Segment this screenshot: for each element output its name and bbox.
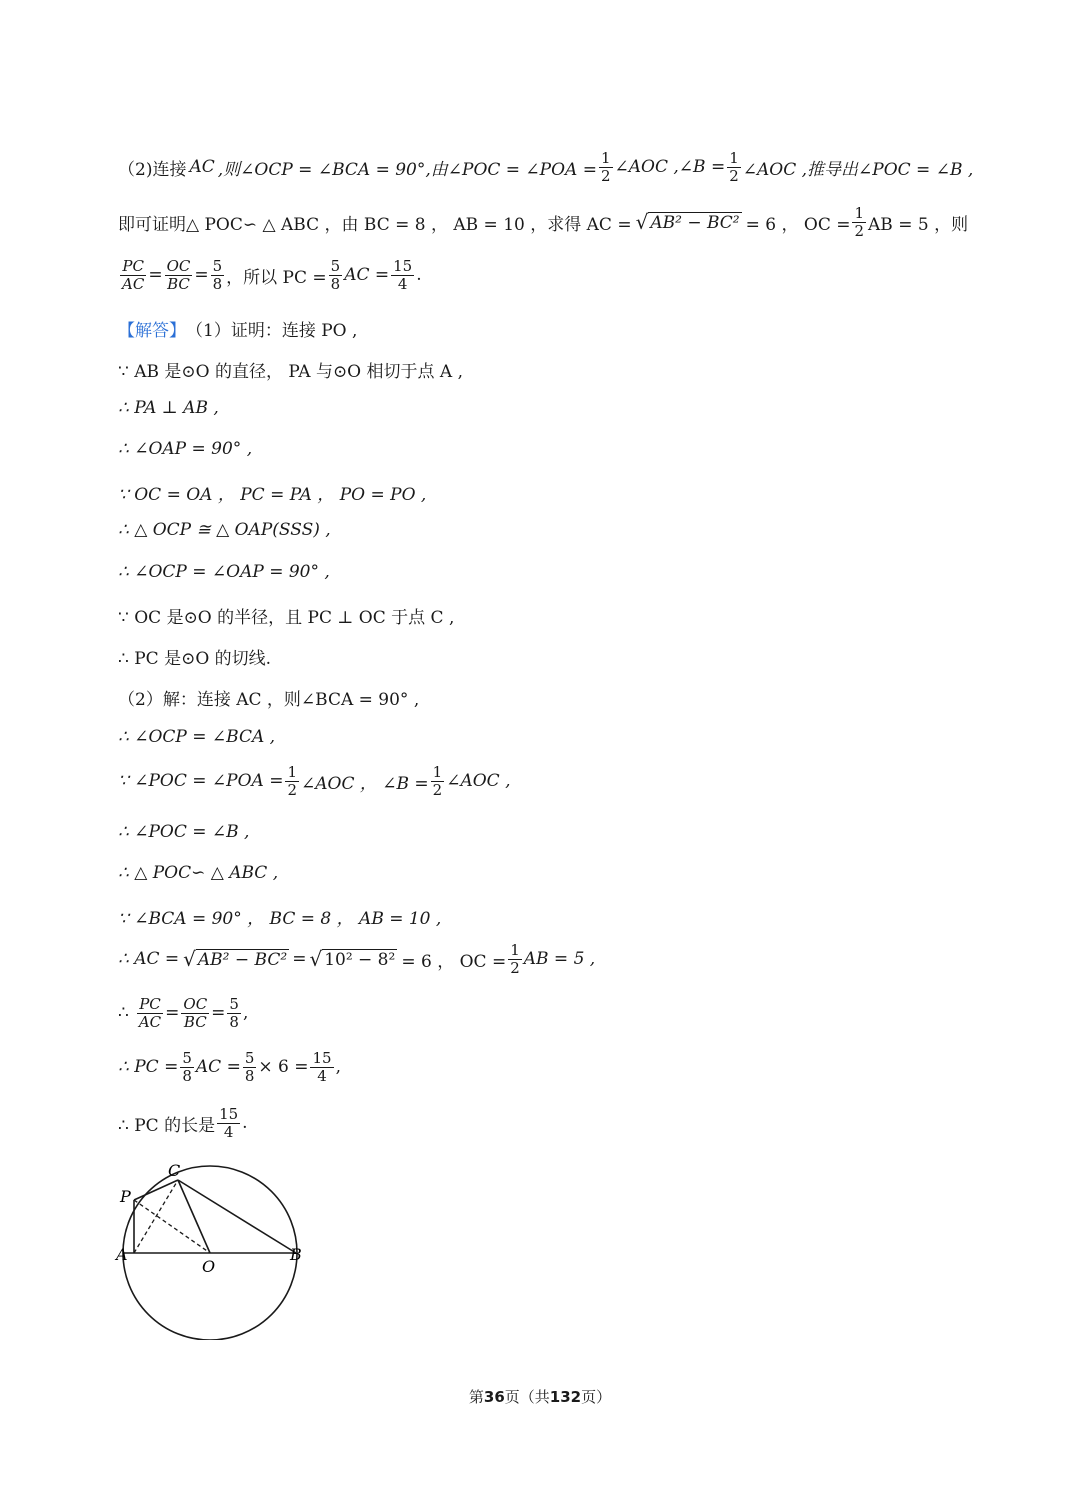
page-number: 36 xyxy=(483,1388,505,1406)
text: （1）证明：连接 PO , xyxy=(186,321,358,341)
solution-step: ∴ ∠OCP = ∠OAP = 90° , xyxy=(118,562,330,582)
square-root: √ AB² − BC² xyxy=(635,209,740,234)
fraction: $\frac{1}{2}$ xyxy=(854,204,865,240)
fraction: $\frac{PC}{AC}$ xyxy=(138,995,162,1031)
text: . xyxy=(416,265,422,285)
page-footer: 第36页（共132页） xyxy=(468,1388,612,1406)
solution-step: ∴ PC 是⊙O 的切线. xyxy=(118,649,272,669)
label-c: C xyxy=(168,1161,181,1180)
text: ∠AOC ,推导出∠POC = ∠B , xyxy=(742,159,974,180)
text: AC xyxy=(189,157,215,177)
text: = xyxy=(148,265,163,285)
fraction: $\frac{15}{4}$ xyxy=(312,1049,332,1085)
geometry-figure xyxy=(110,1160,320,1340)
analysis-line-1 xyxy=(118,150,973,184)
solution-step: ∵ ∠BCA = 90° ， BC = 8 ， AB = 10 , xyxy=(118,909,442,929)
fraction: $\frac{5}{8}$ xyxy=(229,995,239,1031)
fraction: $\frac{5}{8}$ xyxy=(244,1049,255,1085)
fraction: $\frac{PC}{AC}$ xyxy=(122,257,145,293)
solution-step: ∴ $\frac{PC}{AC}$ = $\frac{OC}{BC}$ = $\frac{5}{8}$ , xyxy=(118,995,249,1031)
text: ,则∠OCP = ∠BCA = 90°,由∠POC = ∠POA = xyxy=(217,159,597,180)
solution-step: ∴ △ OCP ≅ △ OAP(SSS) , xyxy=(118,520,331,540)
solution-step: ∴ ∠POC = ∠B , xyxy=(118,822,250,842)
solution-step: ∴ PC 的长是 $\frac{15}{4}$ . xyxy=(118,1105,248,1141)
fraction: $\frac{1}{2}$ xyxy=(729,149,739,185)
analysis-line-3 xyxy=(118,258,422,292)
square-root: √ 10² − 8² xyxy=(309,946,396,971)
solution-part-1-heading xyxy=(118,316,357,341)
total-pages: 132 xyxy=(549,1388,582,1406)
fraction: $\frac{1}{2}$ xyxy=(287,763,297,799)
solution-step: ∴ PA ⊥ AB , xyxy=(118,398,219,418)
label-b: B xyxy=(290,1245,302,1264)
solution-step: ∴ AC = √ AB² − BC² = √ 10² − 8² = 6 ， OC = $\frac{1}{2}$ AB = 5 , xyxy=(118,941,596,977)
solution-step: ∵ AB 是⊙O 的直径， PA 与⊙O 相切于点 A , xyxy=(118,362,464,382)
fraction: $\frac{1}{2}$ xyxy=(510,941,520,977)
solution-step: ∵ OC 是⊙O 的半径，且 PC ⊥ OC 于点 C , xyxy=(118,608,455,628)
text: 即可证明△ POC∽ △ ABC ，由 BC = 8 ， AB = 10 ，求得 AC = xyxy=(118,214,632,235)
text: = xyxy=(194,265,209,285)
fraction: $\frac{1}{2}$ xyxy=(432,763,443,799)
text: AC = xyxy=(344,265,390,285)
text: ∠AOC ,∠B = xyxy=(614,157,726,177)
label-a: A xyxy=(116,1245,128,1264)
text: （2)连接 xyxy=(118,159,187,180)
fraction: $\frac{15}{4}$ xyxy=(393,257,413,293)
solution-step: ∴ PC = $\frac{5}{8}$ AC = $\frac{5}{8}$ × 6 = $\frac{15}{4}$ , xyxy=(118,1049,341,1085)
square-root: √ AB² − BC² xyxy=(183,946,288,971)
segment-cb xyxy=(178,1180,296,1253)
solution-step: ∵ OC = OA ， PC = PA ， PO = PO , xyxy=(118,485,427,505)
fraction: $\frac{5}{8}$ xyxy=(330,257,341,293)
solution-step: ∴ ∠OAP = 90° , xyxy=(118,439,253,459)
label-o: O xyxy=(202,1257,216,1276)
dashed-ac xyxy=(134,1180,178,1253)
label-p: P xyxy=(120,1187,131,1206)
analysis-line-2 xyxy=(118,205,968,239)
text: ，所以 PC = xyxy=(226,267,327,288)
solution-step: ∴ △ POC∽ △ ABC , xyxy=(118,863,279,883)
fraction: $\frac{OC}{BC}$ xyxy=(183,995,208,1031)
fraction: $\frac{5}{8}$ xyxy=(182,1049,192,1085)
answer-tag: 【解答】 xyxy=(118,321,186,341)
fraction: $\frac{15}{4}$ xyxy=(219,1105,239,1141)
fraction: $\frac{OC}{BC}$ xyxy=(166,257,191,293)
fraction: $\frac{1}{2}$ xyxy=(600,149,611,185)
fraction: $\frac{5}{8}$ xyxy=(212,257,223,293)
solution-step: ∴ ∠OCP = ∠BCA , xyxy=(118,727,276,747)
solution-part-2-heading: （2）解：连接 AC ，则∠BCA = 90° , xyxy=(118,690,420,710)
text: AB = 5 ，则 xyxy=(868,214,969,235)
solution-step: ∵ ∠POC = ∠POA = $\frac{1}{2}$ ∠AOC ， ∠B = $\frac{1}{2}$ ∠AOC , xyxy=(118,763,511,799)
text: = 6 ， OC = xyxy=(745,214,851,235)
